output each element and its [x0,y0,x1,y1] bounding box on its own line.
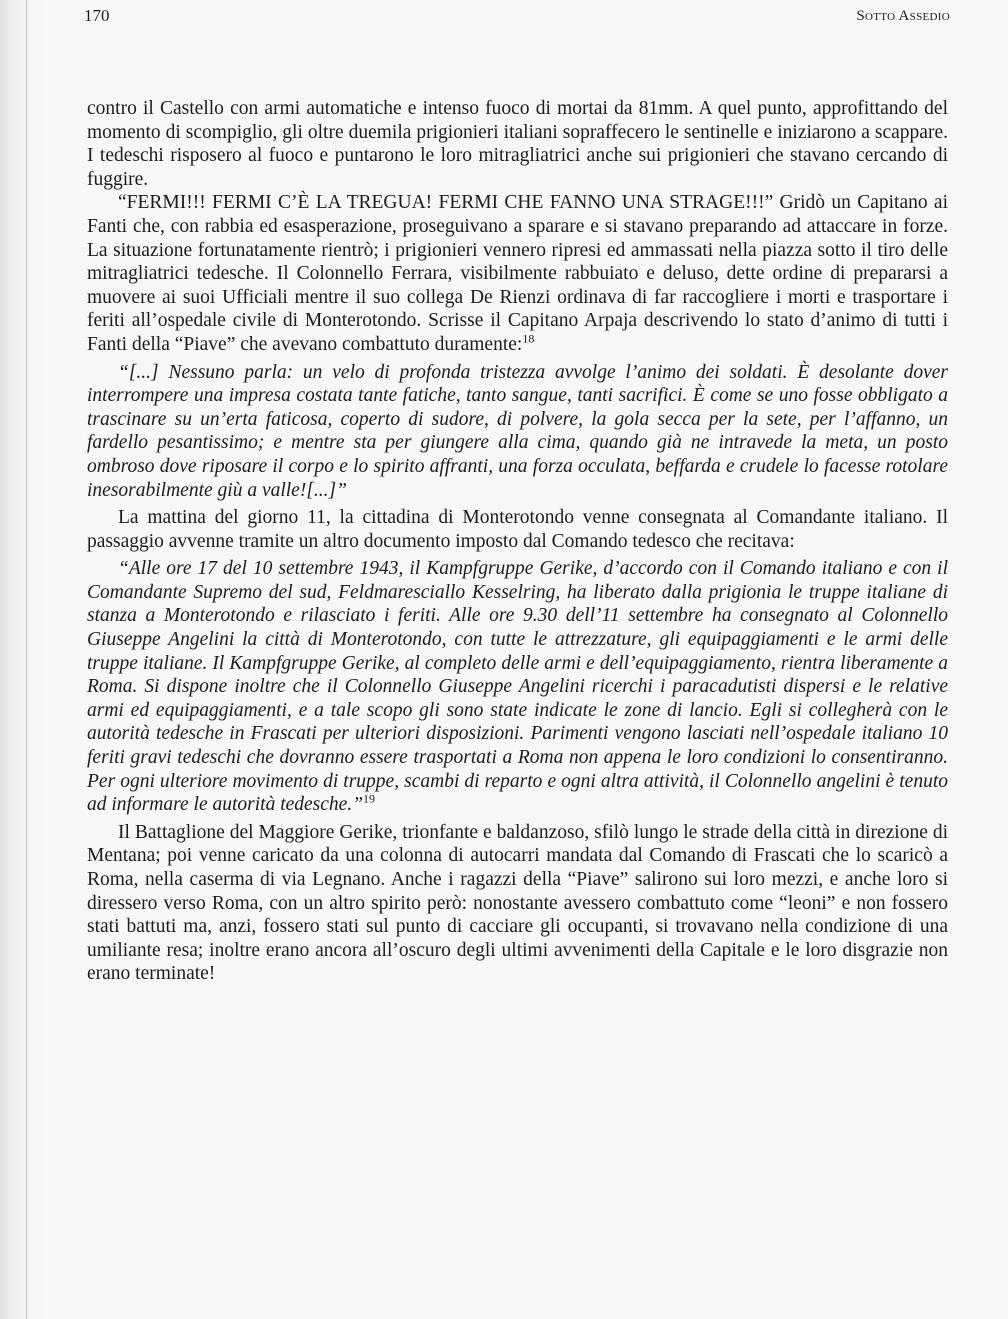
quote-document-text: “Alle ore 17 del 10 settembre 1943, il Kampfgruppe Gerike, d’accordo con il Comando italiano e con il Comandante Supremo del sud, Feldmaresciallo Kesselring, ha liberato dalla prigionia le truppe italiane di stanza a Monterotondo e rilasciato i feriti. Alle ore 9.30 dell’11 settembre ha consegnato al Colonnello Giuseppe Angelini la città di Monterotondo, con tutte le attrezzature, gli equipaggiamenti e le armi delle truppe italiane. Il Kampfgruppe Gerike, al completo delle armi e dell’equipaggiamento, rientra liberamente a Roma. Si dispone inoltre che il Colonnello Giuseppe Angelini ricerchi i paracadutisti dispersi e le relative armi ed equipaggiamenti, e a tale scopo gli sono state indicate le zone di lancio. Egli si collegherà con le autorità tedesche in Frascati per ulteriori disposizioni. Parimenti vengono lasciati nell’ospedale italiano 10 feriti gravi tedeschi che dovranno essere trasportati a Roma non appena le loro condizioni lo consentiranno. Per ogni ulteriore movimento di truppe, scambi di reparto e ogni altra attività, il Colonnello angelini è tenuto ad informare le autorità tedesche.” [87,558,948,816]
paragraph-1 [87,97,948,191]
quote-arpaja [87,361,948,503]
paragraph-2-text: “FERMI!!! FERMI C’È LA TREGUA! FERMI CHE FANNO UNA STRAGE!!!” Gridò un Capitano ai Fanti che, con rabbia ed esasperazione, proseguivano a sparare e si stavano preparando ad attaccare in forze. La situazione fortunatamente rientrò; i prigionieri vennero ripresi ed ammassati nella piazza sotto il tiro delle mitragliatrici tedesche. Il Colonnello Ferrara, visibilmente rabbuiato e deluso, dette ordine di prepararsi a muovere ai suoi Ufficiali mentre il suo collega De Rienzi ordinava di far raccogliere i morti e trasportare i feriti all’ospedale civile di Monterotondo. Scrisse il Capitano Arpaja descrivendo lo stato d’animo di tutti i Fanti della “Piave” che avevano combattuto duramente: [87,192,948,355]
quote-arpaja-text: “[...] Nessuno parla: un velo di profonda tristezza avvolge l’animo dei soldati. È desolante dover interrompere una impresa costata tante fatiche, tanto sangue, tanti sacrifici. È come se uno fosse obbligato a trascinare su un’erta faticosa, coperto di sudore, di polvere, la gola secca per la sete, per l’affanno, un fardello pesantissimo; e mentre sta per giungere alla cima, quando già ne intravede la meta, un posto ombroso dove riposare il corpo e lo spirito affranti, una forza occulata, beffarda e crudele lo facesse rotolare inesorabilmente giù a valle![...]” [87,361,948,501]
paragraph-3 [87,506,948,553]
binding-gutter [0,0,46,1319]
paragraph-2 [87,191,948,356]
body-text [87,97,948,986]
quote-document [87,557,948,817]
paragraph-4-text: Il Battaglione del Maggiore Gerike, trionfante e baldanzoso, sfilò lungo le strade della città in direzione di Mentana; poi venne caricato da una colonna di autocarri mandata dal Comando di Frascati che lo scaricò a Roma, nella caserma di via Legnano. Anche i ragazzi della “Piave” salirono sui loro mezzi, e anche loro si diressero verso Roma, con un altro spirito però: nonostante avessero combattuto come “leoni” e non fossero stati battuti ma, anzi, fossero stati sul punto di cacciare gli occupanti, si trovavano nella condizione di una umiliante resa; inoltre erano ancora all’oscuro degli ultimi avvenimenti della Capitale e le loro disgrazie non erano terminate! [87,821,948,985]
page-header [84,6,950,30]
page-number: 170 [84,6,110,25]
paragraph-3-text: La mattina del giorno 11, la cittadina di Monterotondo venne consegnata al Comandante italiano. Il passaggio avvenne tramite un altro documento imposto dal Comando tedesco che recitava: [87,507,948,552]
running-head: Sotto Assedio [856,8,950,24]
footnote-ref-18: 18 [522,331,535,346]
binding-line [26,0,27,1319]
footnote-ref-19: 19 [363,791,376,806]
paragraph-1-text: contro il Castello con armi automatiche e intenso fuoco di mortai da 81mm. A quel punto, approfittando del momento di scompiglio, gli oltre duemila prigionieri italiani sopraffecero le sentinelle e iniziarono a scappare. I tedeschi risposero al fuoco e puntarono le loro mitragliatrici anche sui prigionieri che stavano cercando di fuggire. [87,98,948,190]
paragraph-4 [87,821,948,986]
